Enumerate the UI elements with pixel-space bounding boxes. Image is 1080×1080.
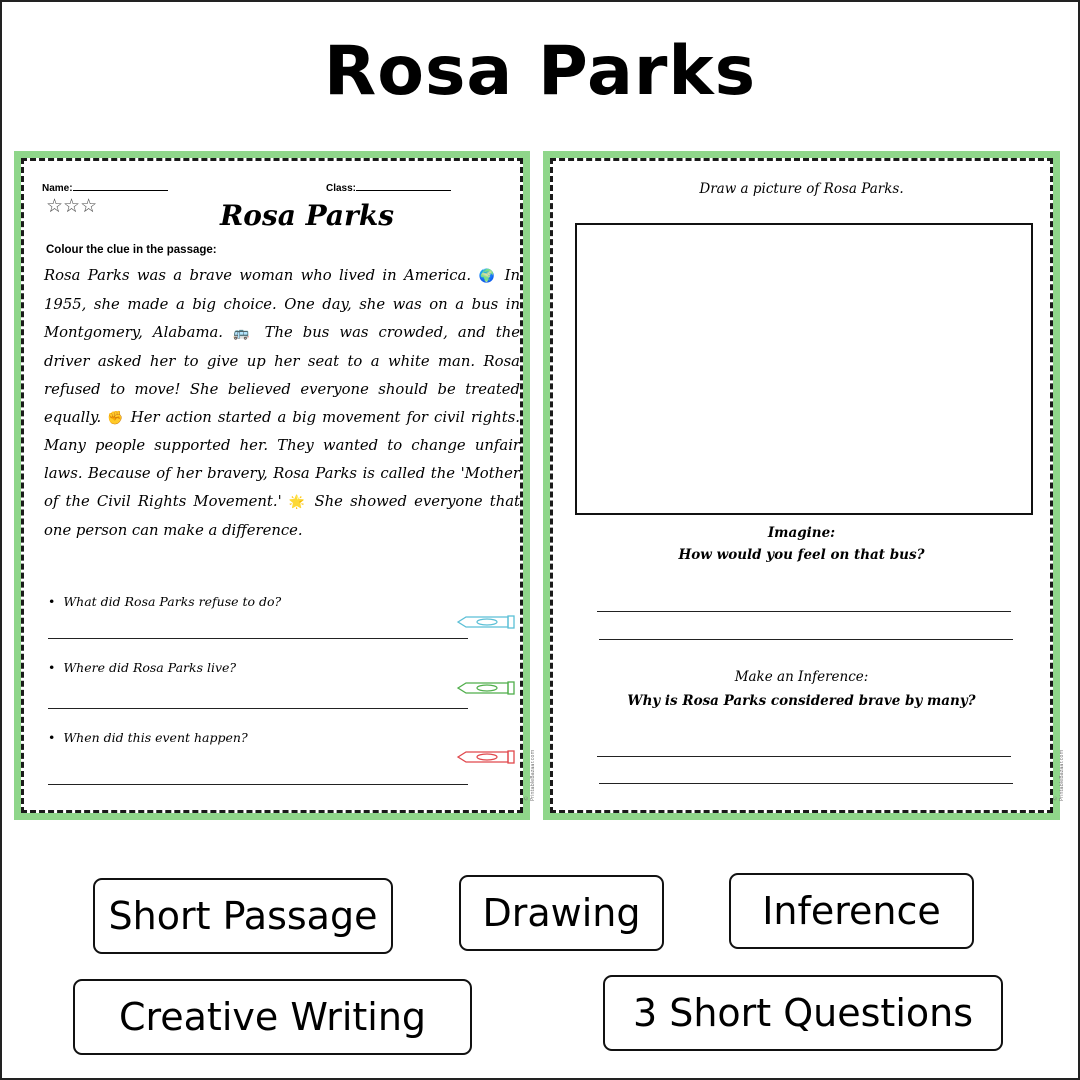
- worksheet-page-passage: [14, 151, 536, 820]
- question-1: • What did Rosa Parks refuse to do?: [48, 594, 282, 609]
- writing-line-1[interactable]: [597, 611, 1011, 612]
- class-blank: [356, 182, 451, 191]
- tag-creative-writing: Creative Writing: [73, 979, 472, 1055]
- writing-line-2[interactable]: [599, 639, 1013, 640]
- writing-line-3[interactable]: [597, 756, 1011, 757]
- passage-emoji-icon: 🌍: [478, 269, 498, 284]
- worksheet-title: Rosa Parks: [220, 199, 394, 232]
- tag-3-short-questions: 3 Short Questions: [603, 975, 1003, 1051]
- dashed-border: [21, 158, 536, 813]
- imagine-question: How would you feel on that bus?: [678, 547, 925, 563]
- tag-drawing: Drawing: [459, 875, 664, 951]
- inference-label: Make an Inference:: [734, 669, 869, 685]
- passage-emoji-icon: 🌟: [288, 495, 308, 511]
- worksheet-page-activities: [543, 151, 1065, 820]
- imagine-label: Imagine:: [767, 525, 836, 541]
- passage-text: She showed everyone that one person can make a difference.: [44, 493, 520, 540]
- credit-text: © PrintableBazaar.com: [1053, 749, 1065, 801]
- name-blank: [73, 182, 168, 191]
- rating-stars-icon: ☆☆☆: [46, 195, 98, 217]
- passage-text: The bus was crowded, and the driver asked her to give up her seat to a white man. Rosa refused to move! She believed everyone should be treated equally.: [44, 323, 521, 426]
- class-field: [326, 182, 451, 194]
- question-2: • Where did Rosa Parks live?: [48, 660, 237, 675]
- writing-line-4[interactable]: [599, 783, 1013, 784]
- draw-prompt: Draw a picture of Rosa Parks.: [699, 181, 904, 197]
- crayon-green-icon: [456, 679, 516, 697]
- class-label: Class:: [326, 183, 357, 194]
- question-1-text: What did Rosa Parks refuse to do?: [63, 594, 282, 609]
- dashed-border: [550, 158, 1065, 813]
- passage-text: In 1955, she made a big choice. One day, she was on a bus in Montgomery, Alabama.: [44, 267, 520, 341]
- answer-line-3[interactable]: [48, 784, 468, 785]
- main-title: Rosa Parks: [323, 32, 757, 111]
- instruction: Colour the clue in the passage:: [46, 244, 217, 256]
- passage-emoji-icon: ✊: [107, 410, 125, 426]
- drawing-box[interactable]: [575, 223, 1033, 515]
- tag-short-passage: Short Passage: [93, 878, 393, 954]
- answer-line-1[interactable]: [48, 638, 468, 639]
- reading-passage: [44, 262, 520, 545]
- question-3: • When did this event happen?: [48, 730, 248, 745]
- passage-text: Rosa Parks was a brave woman who lived in America.: [44, 267, 479, 284]
- crayon-blue-icon: [456, 613, 516, 631]
- question-2-text: Where did Rosa Parks live?: [63, 660, 237, 675]
- passage-text: Her action started a big movement for civil rights. Many people supported her. They wanted to change unfair laws. Because of her bravery, Rosa Parks is called the 'Mother of the Civil Rights Movement.': [44, 408, 520, 511]
- passage-emoji-icon: 🚌: [233, 325, 255, 341]
- name-field: [42, 182, 168, 194]
- answer-line-2[interactable]: [48, 708, 468, 709]
- inference-question: Why is Rosa Parks considered brave by many?: [627, 693, 976, 709]
- question-3-text: When did this event happen?: [63, 730, 248, 745]
- tag-inference: Inference: [729, 873, 974, 949]
- crayon-red-icon: [456, 748, 516, 766]
- credit-text: © PrintableBazaar.com: [524, 749, 536, 801]
- name-label: Name:: [42, 183, 73, 194]
